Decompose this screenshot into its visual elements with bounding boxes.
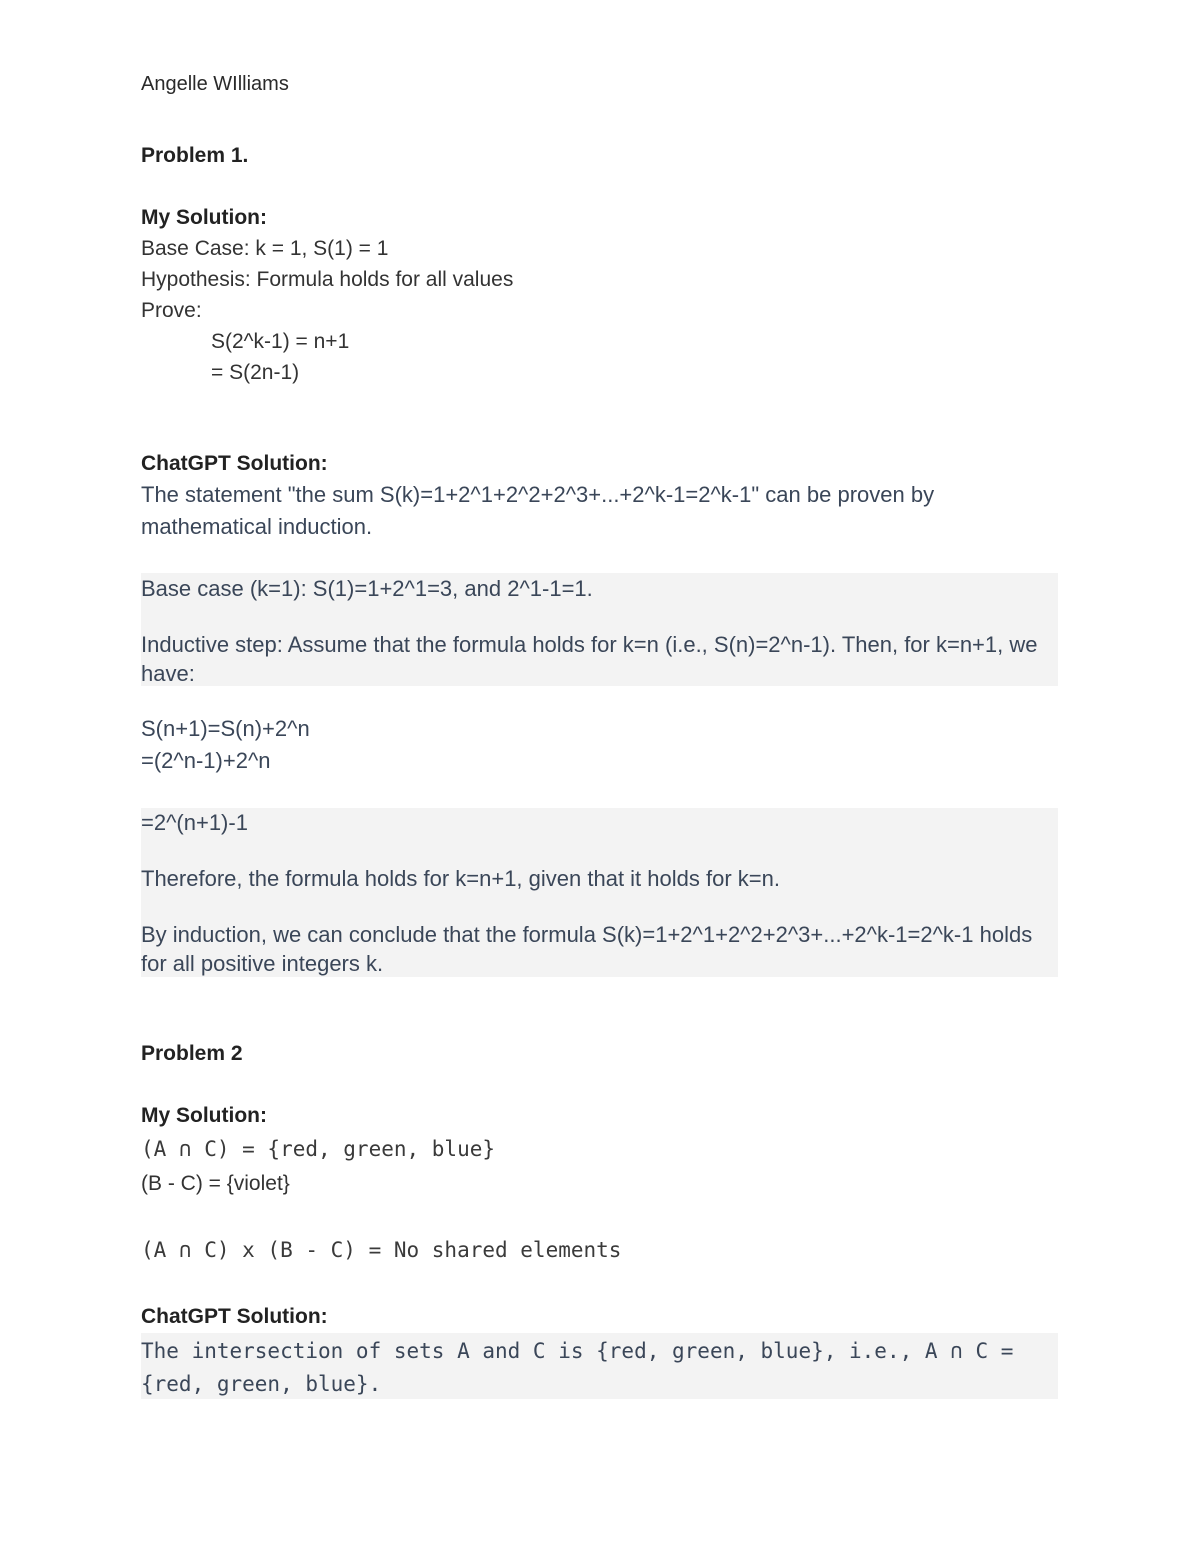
problem-2-title: Problem 2 [141,1042,243,1065]
problem-1-title: Problem 1. [141,144,249,167]
problem-1-chatgpt-base-case: Base case (k=1): S(1)=1+2^1=3, and 2^1-1=1. [141,576,593,601]
problem-1-chatgpt-intro-line-2: mathematical induction. [141,514,373,539]
problem-1-my-solution-label: My Solution: [141,206,267,229]
problem-2-product: (A ∩ C) x (B - C) = No shared elements [141,1238,622,1262]
problem-2-chatgpt-label: ChatGPT Solution: [141,1305,328,1328]
problem-1-prove-label: Prove: [141,299,202,322]
problem-1-chatgpt-conclusion: By induction, we can conclude that the formula S(k)=1+2^1+2^2+2^3+...+2^k-1=2^k-1 holds for all positive integers k. [141,922,1033,976]
author-name: Angelle WIlliams [141,73,289,95]
problem-1-chatgpt-inductive-step: Inductive step: Assume that the formula holds for k=n (i.e., S(n)=2^n-1). Then, for k=n+1, we have: [141,632,1038,686]
problem-1-chatgpt-therefore: Therefore, the formula holds for k=n+1, given that it holds for k=n. [141,866,780,891]
problem-1-chatgpt-equation-2: =(2^n-1)+2^n [141,748,271,773]
problem-1-prove-step-1: S(2^k-1) = n+1 [211,330,350,353]
problem-1-prove-step-2: = S(2n-1) [211,361,300,384]
problem-2-chatgpt-answer: The intersection of sets A and C is {red, green, blue}, i.e., A ∩ C = {red, green, blue}. [141,1339,1014,1396]
problem-1-chatgpt-equation-1: S(n+1)=S(n)+2^n [141,716,310,741]
problem-1-chatgpt-equation-3: =2^(n+1)-1 [141,810,248,835]
problem-1-chatgpt-intro-line-1: The statement "the sum S(k)=1+2^1+2^2+2^3+...+2^k-1=2^k-1" can be proven by [141,482,935,507]
problem-2-intersection: (A ∩ C) = {red, green, blue} [141,1137,496,1161]
problem-1-base-case: Base Case: k = 1, S(1) = 1 [141,237,389,260]
problem-2-difference: (B - C) = {violet} [141,1172,290,1195]
problem-1-hypothesis: Hypothesis: Formula holds for all values [141,268,514,291]
problem-2-my-solution-label: My Solution: [141,1104,267,1127]
problem-1-chatgpt-label: ChatGPT Solution: [141,452,328,475]
